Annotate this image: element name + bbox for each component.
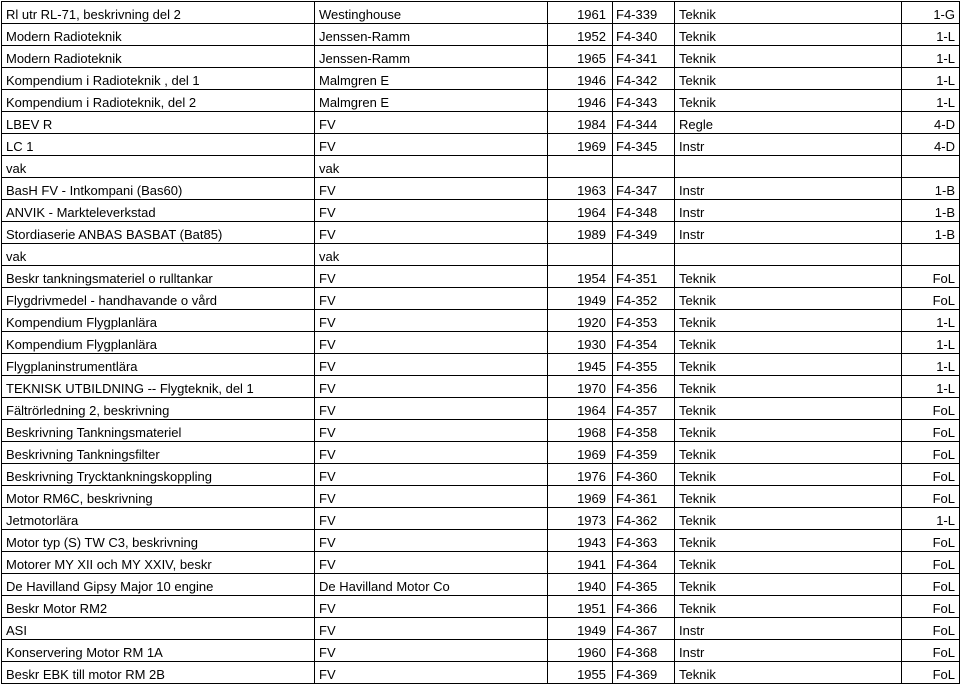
- table-row: [2, 24, 960, 46]
- title-cell: Beskrivning Trycktankningskoppling: [2, 464, 315, 486]
- year-cell: 1965: [548, 46, 613, 68]
- table-row: [2, 222, 960, 244]
- table-row: [2, 376, 960, 398]
- table-row: [2, 46, 960, 68]
- location-cell: 1-L: [902, 332, 960, 354]
- category-cell: Instr: [675, 640, 902, 662]
- table-row: [2, 464, 960, 486]
- year-cell: 1943: [548, 530, 613, 552]
- year-cell: 1949: [548, 288, 613, 310]
- publisher-cell: FV: [315, 332, 548, 354]
- category-cell: Teknik: [675, 376, 902, 398]
- year-cell: 1954: [548, 266, 613, 288]
- location-cell: 1-L: [902, 376, 960, 398]
- title-cell: vak: [2, 156, 315, 178]
- publisher-cell: De Havilland Motor Co: [315, 574, 548, 596]
- reference-cell: F4-364: [613, 552, 675, 574]
- category-cell: Teknik: [675, 552, 902, 574]
- publisher-cell: Jenssen-Ramm: [315, 46, 548, 68]
- reference-cell: F4-354: [613, 332, 675, 354]
- year-cell: 1940: [548, 574, 613, 596]
- table-row: [2, 398, 960, 420]
- title-cell: Kompendium Flygplanlära: [2, 310, 315, 332]
- category-cell: Teknik: [675, 24, 902, 46]
- category-cell: Teknik: [675, 464, 902, 486]
- category-cell: Teknik: [675, 288, 902, 310]
- reference-cell: [613, 156, 675, 178]
- year-cell: 1963: [548, 178, 613, 200]
- publisher-cell: FV: [315, 134, 548, 156]
- title-cell: Motor RM6C, beskrivning: [2, 486, 315, 508]
- catalog-table-body: [2, 2, 960, 684]
- category-cell: Teknik: [675, 662, 902, 684]
- title-cell: Stordiaserie ANBAS BASBAT (Bat85): [2, 222, 315, 244]
- category-cell: Teknik: [675, 90, 902, 112]
- year-cell: 1946: [548, 90, 613, 112]
- year-cell: 1955: [548, 662, 613, 684]
- publisher-cell: FV: [315, 112, 548, 134]
- category-cell: Teknik: [675, 266, 902, 288]
- reference-cell: F4-355: [613, 354, 675, 376]
- publisher-cell: Malmgren E: [315, 68, 548, 90]
- year-cell: 1930: [548, 332, 613, 354]
- location-cell: 1-G: [902, 2, 960, 24]
- table-row: [2, 640, 960, 662]
- category-cell: Teknik: [675, 354, 902, 376]
- year-cell: 1952: [548, 24, 613, 46]
- location-cell: FoL: [902, 442, 960, 464]
- table-row: [2, 68, 960, 90]
- reference-cell: F4-357: [613, 398, 675, 420]
- table-row: [2, 486, 960, 508]
- year-cell: 1969: [548, 134, 613, 156]
- location-cell: 1-B: [902, 178, 960, 200]
- year-cell: 1970: [548, 376, 613, 398]
- location-cell: 1-L: [902, 508, 960, 530]
- location-cell: FoL: [902, 640, 960, 662]
- reference-cell: F4-351: [613, 266, 675, 288]
- location-cell: FoL: [902, 266, 960, 288]
- title-cell: Kompendium i Radioteknik, del 2: [2, 90, 315, 112]
- publisher-cell: FV: [315, 354, 548, 376]
- year-cell: 1949: [548, 618, 613, 640]
- title-cell: Flygdrivmedel - handhavande o vård: [2, 288, 315, 310]
- location-cell: FoL: [902, 552, 960, 574]
- category-cell: Instr: [675, 134, 902, 156]
- table-row: [2, 332, 960, 354]
- category-cell: Instr: [675, 178, 902, 200]
- year-cell: 1969: [548, 486, 613, 508]
- title-cell: LC 1: [2, 134, 315, 156]
- location-cell: 1-L: [902, 354, 960, 376]
- publisher-cell: FV: [315, 508, 548, 530]
- category-cell: Teknik: [675, 2, 902, 24]
- reference-cell: F4-360: [613, 464, 675, 486]
- publisher-cell: FV: [315, 640, 548, 662]
- table-row: [2, 552, 960, 574]
- category-cell: Teknik: [675, 310, 902, 332]
- publisher-cell: FV: [315, 420, 548, 442]
- publisher-cell: FV: [315, 464, 548, 486]
- year-cell: 1945: [548, 354, 613, 376]
- table-row: [2, 662, 960, 684]
- location-cell: 1-L: [902, 90, 960, 112]
- reference-cell: F4-363: [613, 530, 675, 552]
- publisher-cell: FV: [315, 310, 548, 332]
- table-row: [2, 134, 960, 156]
- category-cell: Teknik: [675, 398, 902, 420]
- year-cell: 1941: [548, 552, 613, 574]
- title-cell: Modern Radioteknik: [2, 46, 315, 68]
- reference-cell: F4-358: [613, 420, 675, 442]
- reference-cell: F4-365: [613, 574, 675, 596]
- table-row: [2, 442, 960, 464]
- title-cell: Beskr tankningsmateriel o rulltankar: [2, 266, 315, 288]
- publisher-cell: FV: [315, 552, 548, 574]
- reference-cell: F4-340: [613, 24, 675, 46]
- table-row: [2, 530, 960, 552]
- category-cell: Teknik: [675, 508, 902, 530]
- location-cell: 1-B: [902, 222, 960, 244]
- title-cell: Jetmotorlära: [2, 508, 315, 530]
- table-row: [2, 178, 960, 200]
- publisher-cell: FV: [315, 486, 548, 508]
- title-cell: Konservering Motor RM 1A: [2, 640, 315, 662]
- title-cell: Motor typ (S) TW C3, beskrivning: [2, 530, 315, 552]
- location-cell: 1-L: [902, 46, 960, 68]
- year-cell: 1984: [548, 112, 613, 134]
- reference-cell: F4-345: [613, 134, 675, 156]
- table-row: [2, 200, 960, 222]
- title-cell: LBEV R: [2, 112, 315, 134]
- table-row: [2, 266, 960, 288]
- table-row: [2, 618, 960, 640]
- publisher-cell: FV: [315, 442, 548, 464]
- year-cell: 1989: [548, 222, 613, 244]
- table-row: [2, 420, 960, 442]
- category-cell: Teknik: [675, 420, 902, 442]
- reference-cell: F4-353: [613, 310, 675, 332]
- publisher-cell: FV: [315, 398, 548, 420]
- year-cell: 1976: [548, 464, 613, 486]
- reference-cell: F4-368: [613, 640, 675, 662]
- category-cell: Teknik: [675, 596, 902, 618]
- reference-cell: F4-362: [613, 508, 675, 530]
- location-cell: 4-D: [902, 134, 960, 156]
- table-row: [2, 574, 960, 596]
- category-cell: Teknik: [675, 332, 902, 354]
- year-cell: [548, 244, 613, 266]
- reference-cell: F4-341: [613, 46, 675, 68]
- table-row: [2, 508, 960, 530]
- publisher-cell: FV: [315, 288, 548, 310]
- reference-cell: F4-359: [613, 442, 675, 464]
- location-cell: FoL: [902, 464, 960, 486]
- title-cell: Beskrivning Tankningsmateriel: [2, 420, 315, 442]
- category-cell: Teknik: [675, 574, 902, 596]
- category-cell: Teknik: [675, 68, 902, 90]
- reference-cell: F4-352: [613, 288, 675, 310]
- location-cell: 1-L: [902, 24, 960, 46]
- category-cell: Instr: [675, 618, 902, 640]
- publisher-cell: Jenssen-Ramm: [315, 24, 548, 46]
- catalog-table: [1, 1, 960, 684]
- reference-cell: F4-367: [613, 618, 675, 640]
- publisher-cell: FV: [315, 618, 548, 640]
- reference-cell: F4-356: [613, 376, 675, 398]
- year-cell: 1964: [548, 398, 613, 420]
- location-cell: 1-L: [902, 68, 960, 90]
- publisher-cell: Westinghouse: [315, 2, 548, 24]
- table-row: [2, 90, 960, 112]
- reference-cell: F4-348: [613, 200, 675, 222]
- location-cell: FoL: [902, 288, 960, 310]
- table-row: [2, 2, 960, 24]
- location-cell: [902, 156, 960, 178]
- table-row: [2, 244, 960, 266]
- title-cell: Rl utr RL-71, beskrivning del 2: [2, 2, 315, 24]
- year-cell: 1964: [548, 200, 613, 222]
- category-cell: Regle: [675, 112, 902, 134]
- location-cell: 4-D: [902, 112, 960, 134]
- reference-cell: F4-343: [613, 90, 675, 112]
- location-cell: FoL: [902, 398, 960, 420]
- title-cell: Flygplaninstrumentlära: [2, 354, 315, 376]
- reference-cell: F4-347: [613, 178, 675, 200]
- category-cell: Teknik: [675, 442, 902, 464]
- location-cell: FoL: [902, 486, 960, 508]
- table-row: [2, 354, 960, 376]
- title-cell: Beskrivning Tankningsfilter: [2, 442, 315, 464]
- category-cell: [675, 156, 902, 178]
- location-cell: FoL: [902, 420, 960, 442]
- title-cell: Fältrörledning 2, beskrivning: [2, 398, 315, 420]
- reference-cell: [613, 244, 675, 266]
- publisher-cell: FV: [315, 596, 548, 618]
- year-cell: 1969: [548, 442, 613, 464]
- table-row: [2, 310, 960, 332]
- reference-cell: F4-361: [613, 486, 675, 508]
- category-cell: Teknik: [675, 486, 902, 508]
- location-cell: FoL: [902, 596, 960, 618]
- year-cell: 1960: [548, 640, 613, 662]
- location-cell: FoL: [902, 530, 960, 552]
- year-cell: [548, 156, 613, 178]
- year-cell: 1973: [548, 508, 613, 530]
- location-cell: FoL: [902, 618, 960, 640]
- table-row: [2, 112, 960, 134]
- publisher-cell: FV: [315, 178, 548, 200]
- title-cell: Motorer MY XII och MY XXIV, beskr: [2, 552, 315, 574]
- publisher-cell: FV: [315, 222, 548, 244]
- reference-cell: F4-349: [613, 222, 675, 244]
- reference-cell: F4-344: [613, 112, 675, 134]
- year-cell: 1946: [548, 68, 613, 90]
- title-cell: Beskr Motor RM2: [2, 596, 315, 618]
- title-cell: vak: [2, 244, 315, 266]
- title-cell: ASI: [2, 618, 315, 640]
- reference-cell: F4-339: [613, 2, 675, 24]
- publisher-cell: FV: [315, 200, 548, 222]
- year-cell: 1920: [548, 310, 613, 332]
- category-cell: Instr: [675, 222, 902, 244]
- title-cell: Kompendium i Radioteknik , del 1: [2, 68, 315, 90]
- publisher-cell: FV: [315, 376, 548, 398]
- title-cell: De Havilland Gipsy Major 10 engine: [2, 574, 315, 596]
- location-cell: FoL: [902, 662, 960, 684]
- location-cell: 1-B: [902, 200, 960, 222]
- year-cell: 1951: [548, 596, 613, 618]
- publisher-cell: vak: [315, 244, 548, 266]
- table-row: [2, 288, 960, 310]
- category-cell: Instr: [675, 200, 902, 222]
- publisher-cell: Malmgren E: [315, 90, 548, 112]
- category-cell: Teknik: [675, 530, 902, 552]
- title-cell: TEKNISK UTBILDNING -- Flygteknik, del 1: [2, 376, 315, 398]
- title-cell: Beskr EBK till motor RM 2B: [2, 662, 315, 684]
- location-cell: [902, 244, 960, 266]
- reference-cell: F4-369: [613, 662, 675, 684]
- publisher-cell: FV: [315, 530, 548, 552]
- reference-cell: F4-342: [613, 68, 675, 90]
- reference-cell: F4-366: [613, 596, 675, 618]
- title-cell: ANVIK - Markteleverkstad: [2, 200, 315, 222]
- title-cell: BasH FV - Intkompani (Bas60): [2, 178, 315, 200]
- location-cell: FoL: [902, 574, 960, 596]
- table-row: [2, 156, 960, 178]
- title-cell: Kompendium Flygplanlära: [2, 332, 315, 354]
- table-row: [2, 596, 960, 618]
- publisher-cell: FV: [315, 662, 548, 684]
- title-cell: Modern Radioteknik: [2, 24, 315, 46]
- year-cell: 1968: [548, 420, 613, 442]
- year-cell: 1961: [548, 2, 613, 24]
- category-cell: [675, 244, 902, 266]
- publisher-cell: FV: [315, 266, 548, 288]
- location-cell: 1-L: [902, 310, 960, 332]
- publisher-cell: vak: [315, 156, 548, 178]
- category-cell: Teknik: [675, 46, 902, 68]
